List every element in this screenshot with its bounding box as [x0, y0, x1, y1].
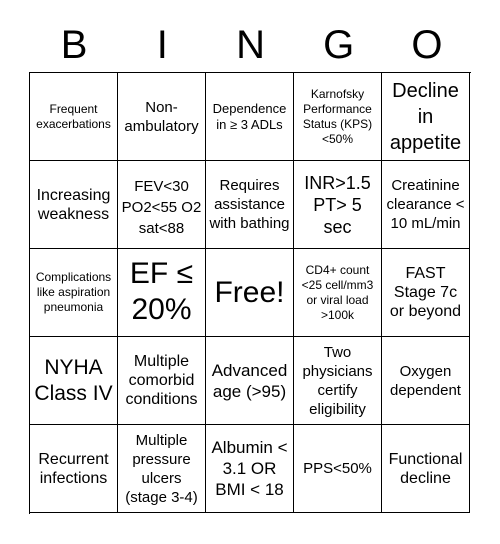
header-letter-o: O: [411, 23, 443, 67]
cell-text: PPS<50%: [303, 460, 372, 477]
bingo-cell[interactable]: [294, 161, 382, 249]
bingo-cell[interactable]: [118, 73, 206, 161]
cell-text: Dependence in ≥ 3 ADLs: [212, 100, 287, 132]
bingo-cell[interactable]: [382, 73, 470, 161]
cell-text: Increasing weakness: [36, 186, 111, 223]
cell-text: Functional decline: [388, 450, 463, 487]
bingo-cell[interactable]: [118, 249, 206, 337]
bingo-cell[interactable]: [30, 73, 118, 161]
cell-text: EF ≤ 20%: [129, 257, 194, 326]
cell-text: Advanced age (>95): [211, 360, 288, 401]
cell-text: INR>1.5 PT> 5 sec: [304, 172, 371, 237]
cell-text: Decline in appetite: [389, 79, 462, 154]
bingo-cell[interactable]: [206, 425, 294, 513]
cell-text: FAST Stage 7c or beyond: [389, 265, 462, 320]
bingo-cell[interactable]: [118, 161, 206, 249]
bingo-cell[interactable]: [30, 249, 118, 337]
bingo-cell[interactable]: [382, 249, 470, 337]
cell-text: Non-ambulatory: [124, 98, 199, 135]
cell-text: Multiple comorbid conditions: [125, 353, 198, 408]
cell-text: Recurrent infections: [38, 450, 109, 487]
header-letter-b: B: [60, 23, 88, 67]
bingo-cell[interactable]: [118, 425, 206, 513]
bingo-cell[interactable]: [382, 425, 470, 513]
bingo-card: [29, 72, 471, 514]
free-space[interactable]: [206, 249, 294, 337]
bingo-cell[interactable]: [382, 337, 470, 425]
bingo-cell[interactable]: [294, 249, 382, 337]
cell-text: Frequent exacerbations: [36, 101, 111, 131]
bingo-cell[interactable]: [294, 337, 382, 425]
cell-text: Two physicians certify eligibility: [302, 343, 373, 418]
bingo-cell[interactable]: [206, 161, 294, 249]
bingo-cell[interactable]: [118, 337, 206, 425]
cell-text: Karnofsky Performance Status (KPS) <50%: [302, 86, 373, 146]
bingo-cell[interactable]: [294, 425, 382, 513]
cell-text: FEV<30 PO2<55 O2 sat<88: [121, 178, 202, 237]
cell-text: Creatinine clearance < 10 mL/min: [386, 177, 465, 232]
bingo-cell[interactable]: [206, 73, 294, 161]
bingo-cell[interactable]: [206, 337, 294, 425]
bingo-cell[interactable]: [30, 337, 118, 425]
free-space-label: Free!: [214, 275, 285, 309]
bingo-cell[interactable]: [30, 425, 118, 513]
cell-text: Complications like aspiration pneumonia: [35, 270, 112, 314]
cell-text: CD4+ count <25 cell/mm3 or viral load >100k: [301, 262, 374, 322]
header-letter-g: G: [323, 23, 355, 67]
bingo-cell[interactable]: [294, 73, 382, 161]
cell-text: Multiple pressure ulcers (stage 3-4): [125, 431, 198, 506]
header-letter-n: N: [236, 23, 265, 67]
bingo-header: [30, 20, 471, 70]
cell-text: Albumin < 3.1 OR BMI < 18: [211, 438, 288, 499]
cell-text: Requires assistance with bathing: [209, 177, 290, 232]
cell-text: NYHA Class IV: [34, 355, 113, 405]
header-letter-i: I: [156, 23, 168, 67]
cell-text: Oxygen dependent: [390, 362, 461, 399]
bingo-cell[interactable]: [30, 161, 118, 249]
bingo-cell[interactable]: [382, 161, 470, 249]
